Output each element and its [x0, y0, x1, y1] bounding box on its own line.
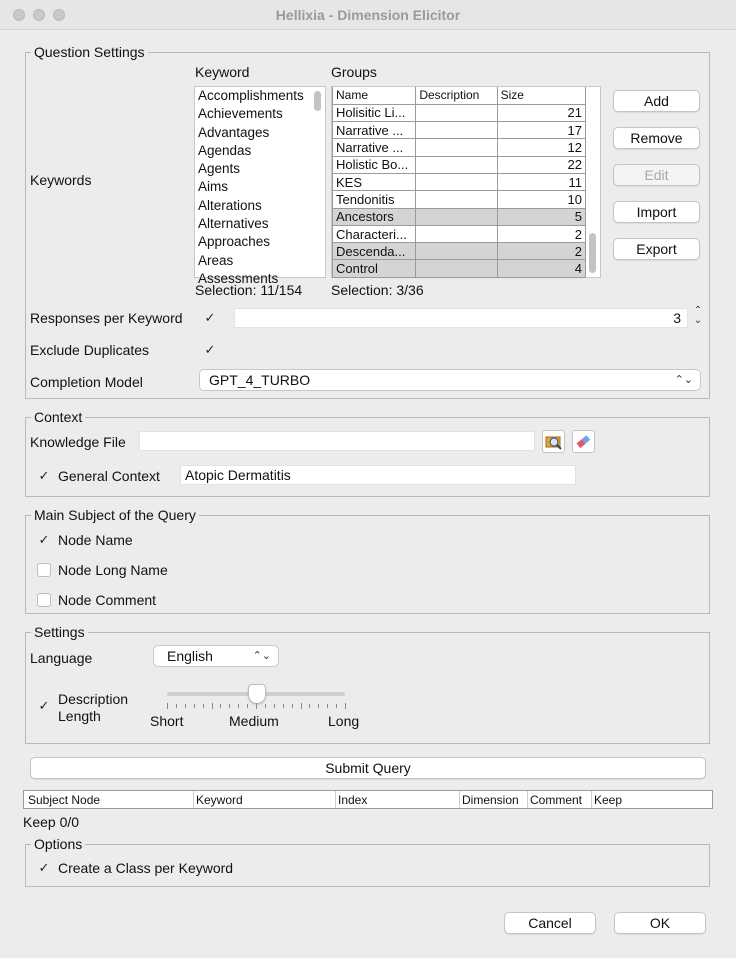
language-label: Language	[30, 650, 93, 666]
node-name-label: Node Name	[58, 532, 133, 548]
select-chevron-icon: ⌃⌄	[674, 374, 693, 386]
browse-file-icon[interactable]	[542, 430, 565, 453]
remove-button[interactable]: Remove	[613, 127, 700, 149]
groups-cell-description	[416, 225, 497, 242]
keyword-list-item[interactable]: Agendas	[198, 142, 252, 158]
groups-table-row[interactable]	[333, 260, 586, 277]
groups-table-row[interactable]	[333, 104, 586, 121]
groups-cell-description	[416, 122, 497, 139]
title-bar	[0, 0, 736, 30]
groups-table[interactable]	[331, 86, 601, 278]
keyword-list-item[interactable]: Advantages	[198, 124, 270, 140]
description-label: Description	[58, 691, 129, 707]
groups-table-row[interactable]	[333, 243, 586, 260]
keyword-list-scrollbar[interactable]	[314, 91, 321, 111]
groups-cell-size: 12	[497, 139, 585, 156]
exclude-duplicates-checkbox[interactable]: ✓	[204, 342, 216, 357]
groups-cell-name: Holisitic Li...	[333, 104, 416, 121]
general-context-value: Atopic Dermatitis	[185, 467, 291, 483]
keyword-list-item[interactable]: Alternatives	[198, 216, 269, 232]
select-chevron-icon: ⌃⌄	[252, 650, 271, 662]
groups-cell-name: KES	[333, 173, 416, 190]
slider-tick	[238, 704, 239, 708]
groups-cell-name: Holistic Bo...	[333, 156, 416, 173]
general-context-field[interactable]	[180, 465, 576, 485]
knowledge-file-label: Knowledge File	[30, 434, 126, 450]
keyword-list-item[interactable]: Approaches	[198, 234, 271, 250]
slider-tick	[274, 704, 275, 708]
node-long-name-label: Node Long Name	[58, 562, 168, 578]
main-subject-legend: Main Subject of the Query	[34, 507, 196, 523]
general-context-label: General Context	[58, 468, 160, 484]
exclude-duplicates-label: Exclude Duplicates	[30, 342, 150, 358]
groups-cell-name: Narrative ...	[333, 139, 416, 156]
groups-table-row[interactable]	[333, 173, 586, 190]
completion-model-value: GPT_4_TURBO	[209, 372, 311, 388]
groups-cell-size: 4	[497, 260, 585, 277]
groups-cell-name: Narrative ...	[333, 122, 416, 139]
cancel-button[interactable]: Cancel	[504, 912, 596, 934]
groups-cell-name: Tendonitis	[333, 191, 416, 208]
slider-tick	[301, 703, 302, 709]
slider-tick	[256, 703, 257, 709]
groups-cell-name: Descenda...	[333, 243, 416, 260]
options-legend: Options	[34, 836, 83, 852]
groups-table-grid	[332, 87, 586, 278]
responses-per-keyword-checkbox[interactable]: ✓	[204, 310, 216, 325]
results-col-subject-node[interactable]: Subject Node	[28, 793, 101, 807]
node-comment-label: Node Comment	[58, 592, 157, 608]
keep-status: Keep 0/0	[23, 814, 80, 830]
groups-cell-name: Control	[333, 260, 416, 277]
language-value: English	[167, 648, 213, 664]
groups-col-name[interactable]: Name	[333, 87, 416, 104]
responses-per-keyword-value: 3	[673, 310, 681, 326]
groups-table-row[interactable]	[333, 225, 586, 242]
length-label: Length	[58, 708, 101, 724]
groups-cell-size: 2	[497, 225, 585, 242]
results-col-keyword[interactable]: Keyword	[196, 793, 243, 807]
slider-tick	[167, 703, 168, 709]
slider-tick	[203, 704, 204, 708]
language-select[interactable]	[153, 645, 279, 667]
add-button[interactable]: Add	[613, 90, 700, 112]
slider-tick	[185, 704, 186, 708]
responses-per-keyword-spinner[interactable]	[234, 308, 688, 328]
general-context-checkbox[interactable]: ✓	[38, 468, 50, 483]
groups-table-row[interactable]	[333, 156, 586, 173]
groups-cell-description	[416, 260, 497, 277]
node-name-checkbox[interactable]: ✓	[38, 532, 50, 547]
window-title: Hellixia - Dimension Elicitor	[275, 7, 461, 23]
groups-cell-name: Characteri...	[333, 225, 416, 242]
results-col-comment[interactable]: Comment	[530, 793, 583, 807]
groups-cell-description	[416, 104, 497, 121]
keyword-list-item[interactable]: Areas	[198, 252, 234, 268]
import-button[interactable]: Import	[613, 201, 700, 223]
context-legend: Context	[34, 409, 83, 425]
settings-group	[25, 624, 710, 744]
responses-per-keyword-label: Responses per Keyword	[30, 310, 183, 326]
slider-tick	[194, 704, 195, 708]
keyword-list[interactable]	[194, 86, 326, 286]
keyword-header: Keyword	[195, 64, 250, 80]
edit-button[interactable]: Edit	[613, 164, 700, 186]
groups-cell-description	[416, 191, 497, 208]
groups-cell-size: 11	[497, 173, 585, 190]
groups-cell-description	[416, 139, 497, 156]
groups-cell-size: 22	[497, 156, 585, 173]
keyword-list-item[interactable]: Alterations	[198, 197, 262, 213]
groups-col-description[interactable]: Description	[416, 87, 497, 104]
slider-tick	[336, 704, 337, 708]
question-settings-legend: Question Settings	[34, 44, 145, 60]
node-long-name-checkbox[interactable]	[37, 563, 51, 577]
groups-cell-description	[416, 156, 497, 173]
class-per-keyword-label: Create a Class per Keyword	[58, 860, 234, 876]
keyword-selection-count: Selection: 11/154	[195, 282, 303, 298]
completion-model-select[interactable]	[199, 369, 701, 391]
export-button[interactable]: Export	[613, 238, 700, 260]
groups-cell-size: 17	[497, 122, 585, 139]
results-col-dimension[interactable]: Dimension	[462, 793, 519, 807]
groups-selection-count: Selection: 3/36	[331, 282, 424, 298]
keyword-list-item[interactable]: Accomplishments	[198, 88, 304, 103]
results-col-keep[interactable]: Keep	[594, 793, 623, 807]
results-table[interactable]	[23, 790, 713, 809]
description-length-slider-thumb[interactable]	[248, 684, 266, 704]
groups-table-row[interactable]	[333, 122, 586, 139]
groups-table-row[interactable]	[333, 139, 586, 156]
groups-table-row[interactable]	[333, 191, 586, 208]
slider-tick	[247, 704, 248, 708]
groups-cell-size: 10	[497, 191, 585, 208]
slider-tick	[309, 704, 310, 708]
class-per-keyword-checkbox[interactable]: ✓	[38, 860, 50, 875]
slider-tick	[345, 703, 346, 709]
slider-short-label: Short	[150, 713, 184, 729]
groups-table-row[interactable]	[333, 208, 586, 225]
completion-model-label: Completion Model	[30, 374, 143, 390]
keyword-list-item[interactable]: Aims	[198, 179, 228, 195]
knowledge-file-field[interactable]	[139, 431, 535, 451]
clear-eraser-icon[interactable]	[572, 430, 595, 453]
slider-medium-label: Medium	[229, 713, 279, 729]
slider-tick	[318, 704, 319, 708]
slider-tick	[265, 704, 266, 708]
groups-cell-description	[416, 173, 497, 190]
groups-col-size[interactable]: Size	[497, 87, 585, 104]
slider-tick	[176, 704, 177, 708]
keyword-list-item[interactable]: Agents	[198, 161, 241, 177]
groups-cell-size: 2	[497, 243, 585, 260]
node-comment-checkbox[interactable]	[37, 593, 51, 607]
groups-header: Groups	[331, 64, 377, 80]
description-length-checkbox[interactable]: ✓	[38, 698, 50, 713]
keywords-label: Keywords	[30, 172, 92, 188]
slider-tick	[327, 704, 328, 708]
keyword-list-item[interactable]: Achievements	[198, 106, 283, 122]
groups-table-scrollbar[interactable]	[589, 233, 596, 273]
spinner-up-down-icon[interactable]: ⌃ ⌄	[693, 305, 703, 326]
ok-button[interactable]: OK	[614, 912, 706, 934]
groups-cell-size: 5	[497, 208, 585, 225]
slider-tick	[229, 704, 230, 708]
slider-tick	[292, 704, 293, 708]
settings-legend: Settings	[34, 624, 85, 640]
groups-cell-name: Ancestors	[333, 208, 416, 225]
groups-cell-description	[416, 243, 497, 260]
results-col-index[interactable]: Index	[338, 793, 368, 807]
slider-tick	[220, 704, 221, 708]
groups-cell-size: 21	[497, 104, 585, 121]
groups-cell-description	[416, 208, 497, 225]
keyword-list-item[interactable]: Assessments	[198, 270, 279, 286]
slider-tick	[212, 703, 213, 709]
submit-query-button[interactable]: Submit Query	[30, 757, 706, 779]
slider-tick	[283, 704, 284, 708]
slider-long-label: Long	[328, 713, 360, 729]
